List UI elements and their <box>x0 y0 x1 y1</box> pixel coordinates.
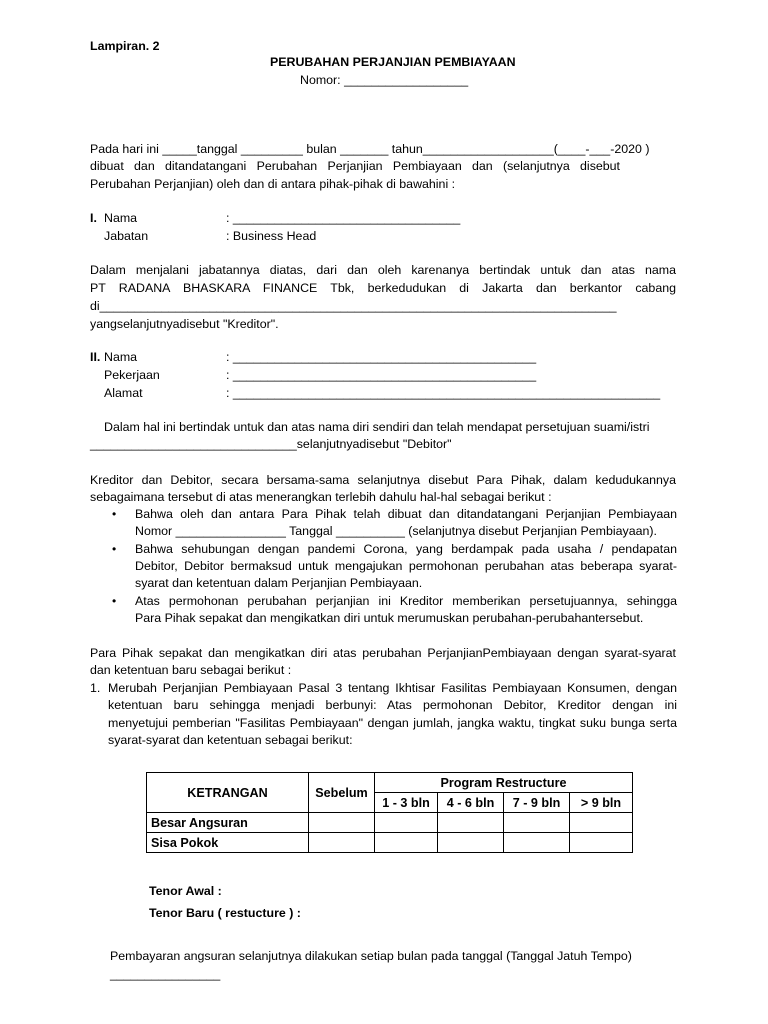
lampiran-label: Lampiran. 2 <box>90 39 160 53</box>
table-cell <box>438 813 504 833</box>
table-cell <box>504 813 570 833</box>
table-cell <box>570 833 633 853</box>
bullet-3-line-2: Para Pihak sepakat dan mengikatkan diri untuk merumuskan perubahan-perubahantersebut. <box>135 611 644 625</box>
bullet-2-line-2: Debitor, Debitor bermaksud untuk mengajukan permohonan perubahan atas beberapa syarat- <box>135 559 677 573</box>
restructure-table <box>146 772 633 853</box>
col-keterangan-header: KETRANGAN <box>147 773 309 813</box>
intro-line-3: Perubahan Perjanjian) oleh dan di antara pihak-pihak di bawahini : <box>90 177 456 191</box>
subcol-1-3-bln: 1 - 3 bln <box>375 793 438 813</box>
table-cell <box>375 813 438 833</box>
table-cell <box>309 813 375 833</box>
payment-line-2: ________________ <box>110 967 221 981</box>
party1-para-2: PT RADANA BHASKARA FINANCE Tbk, berkedudukan di Jakarta dan berkantor cabang <box>90 281 676 295</box>
table-row <box>147 833 633 853</box>
party2-number: II. <box>90 350 101 364</box>
party2-nama-label: Nama <box>104 350 138 364</box>
agreement-line-1: Para Pihak sepakat dan mengikatkan diri atas perubahan PerjanjianPembiayaan dengan syarat-syarat <box>90 646 676 660</box>
party1-nama-label: Nama <box>104 211 138 225</box>
party2-para-2: ______________________________selanjutnyadisebut "Debitor" <box>90 437 452 451</box>
table-cell <box>504 833 570 853</box>
party2-nama-value: : ____________________________________________ <box>226 350 537 364</box>
col-program-header: Program Restructure <box>375 773 633 793</box>
bullet-1-line-2: Nomor ________________ Tanggal __________ (selanjutnya disebut Perjanjian Pembiayaan). <box>135 524 657 538</box>
table-cell <box>570 813 633 833</box>
para-pihak-line-1: Kreditor dan Debitor, secara bersama-sama selanjutnya disebut Para Pihak, dalam kedudukannya <box>90 473 676 487</box>
agreement-line-2: dan ketentuan baru sebagai berikut : <box>90 663 292 677</box>
intro-line-1: Pada hari ini _____tanggal _________ bulan _______ tahun___________________(____-___-2020 ) <box>90 142 650 156</box>
table-cell <box>375 833 438 853</box>
subcol-over-9-bln: > 9 bln <box>570 793 633 813</box>
party2-alamat-label: Alamat <box>104 386 143 400</box>
party1-jabatan-label: Jabatan <box>104 229 149 243</box>
col-sebelum-header: Sebelum <box>309 773 375 813</box>
row-label-sisa-pokok: Sisa Pokok <box>147 833 309 853</box>
party2-alamat-value: : ______________________________________________________________ <box>226 386 661 400</box>
party1-nama-value: : _________________________________ <box>226 211 461 225</box>
party1-number: I. <box>90 211 97 225</box>
nomor-line: Nomor: __________________ <box>300 73 469 87</box>
subcol-4-6-bln: 4 - 6 bln <box>438 793 504 813</box>
table-cell <box>309 833 375 853</box>
bullet-2-line-1: Bahwa sehubungan dengan pandemi Corona, yang berdampak pada usaha / pendapatan <box>135 542 677 556</box>
subcol-7-9-bln: 7 - 9 bln <box>504 793 570 813</box>
agreement-item-line-1: Merubah Perjanjian Pembiayaan Pasal 3 tentang Ikhtisar Fasilitas Pembiayaan Konsumen, dengan <box>108 681 677 695</box>
party2-para-1: Dalam hal ini bertindak untuk dan atas nama diri sendiri dan telah mendapat persetujuan suami/istri <box>104 420 650 434</box>
tenor-awal-label: Tenor Awal : <box>149 884 222 898</box>
party1-para-1: Dalam menjalani jabatannya diatas, dari dan oleh karenanya bertindak untuk dan atas nama <box>90 263 676 277</box>
agreement-item-line-2: ketentuan baru sehingga menjadi berbunyi: Atas permohonan Debitor, Kreditor dengan ini <box>108 698 677 712</box>
tenor-baru-label: Tenor Baru ( restucture ) : <box>149 906 301 920</box>
bullet-1-line-1: Bahwa oleh dan antara Para Pihak telah dibuat dan ditandatangani Perjanjian Pembiayaan <box>135 507 677 521</box>
party1-para-4: yangselanjutnyadisebut "Kreditor". <box>90 317 279 331</box>
bullet-dot-icon: • <box>112 542 117 556</box>
table-row <box>147 813 633 833</box>
row-label-besar-angsuran: Besar Angsuran <box>147 813 309 833</box>
bullet-dot-icon: • <box>112 507 117 521</box>
bullet-3-line-1: Atas permohonan perubahan perjanjian ini Kreditor memberikan persetujuannya, sehingga <box>135 594 677 608</box>
party1-jabatan-value: : Business Head <box>226 229 317 243</box>
agreement-item-line-3: menyetujui pemberian "Fasilitas Pembiayaan" dengan jumlah, jangka waktu, tingkat suku bunga serta <box>108 716 677 730</box>
table-header-row <box>147 773 633 793</box>
agreement-item-line-4: syarat-syarat dan ketentuan sebagai berikut: <box>108 733 353 747</box>
party2-pekerjaan-label: Pekerjaan <box>104 368 160 382</box>
payment-line-1: Pembayaran angsuran selanjutnya dilakukan setiap bulan pada tanggal (Tanggal Jatuh Tempo) <box>110 949 632 963</box>
document-title: PERUBAHAN PERJANJIAN PEMBIAYAAN <box>270 55 516 69</box>
party1-para-3: di___________________________________________________________________________ <box>90 299 617 313</box>
para-pihak-line-2: sebagaimana tersebut di atas menerangkan terlebih dahulu hal-hal sebagai berikut : <box>90 490 552 504</box>
table-cell <box>438 833 504 853</box>
party2-pekerjaan-value: : ____________________________________________ <box>226 368 537 382</box>
intro-line-2: dibuat dan ditandatangani Perubahan Perjanjian Pembiayaan dan (selanjutnya disebut <box>90 159 620 173</box>
bullet-2-line-3: syarat dan ketentuan dalam Perjanjian Pembiayaan. <box>135 576 423 590</box>
bullet-dot-icon: • <box>112 594 117 608</box>
agreement-item-number: 1. <box>90 681 101 695</box>
